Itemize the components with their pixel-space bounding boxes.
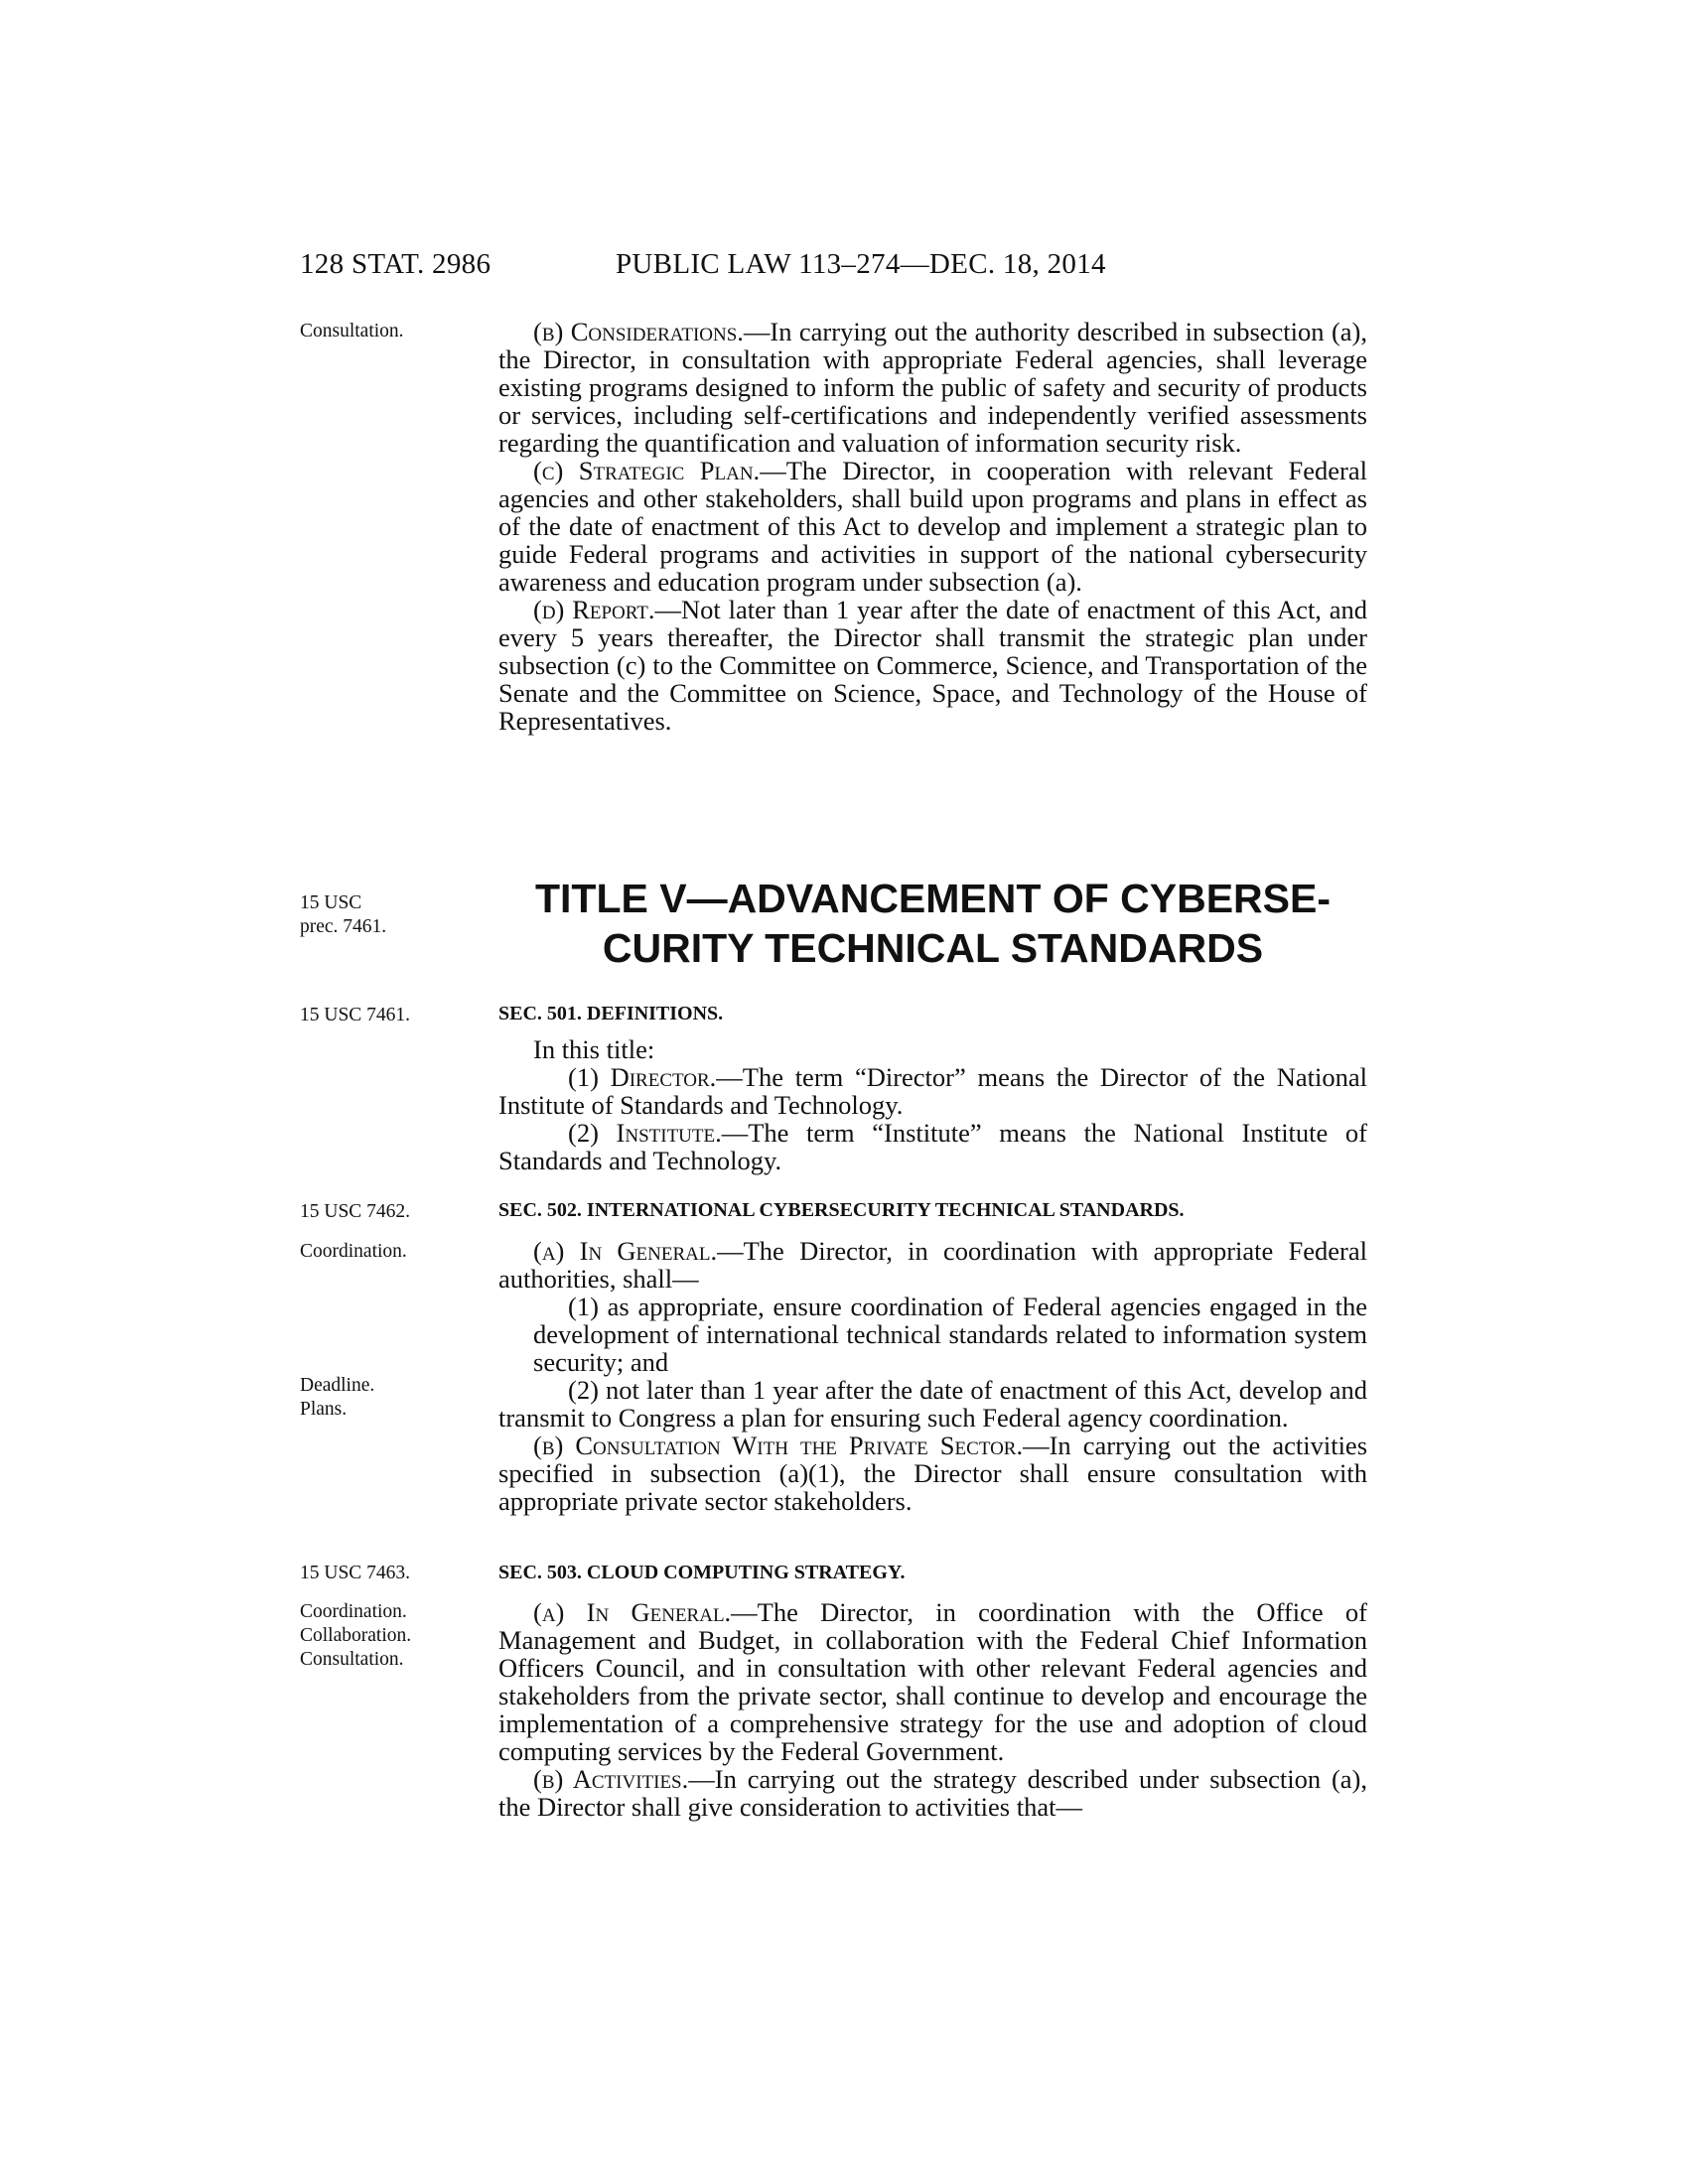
paragraph-text: —In carrying out the strategy described under subsection (a), the Director shall give consideration to activities that—	[498, 1764, 1367, 1822]
section-503-a	[498, 1598, 1367, 1765]
margin-note-line: Consultation.	[300, 1649, 404, 1670]
paragraph-heading: (b) Considerations.	[533, 317, 744, 346]
paragraph-text: —In carrying out the authority described in subsection (a), the Director, in consultation with appropriate Federal agencies, shall leverage existing programs designed to inform the public of safety and security of products or services, including self-certifications and independently verified assessments regarding the quantification and valuation of information security risk.	[498, 317, 1367, 458]
margin-note-usc-7461: 15 USC 7461.	[300, 1005, 411, 1025]
paragraph-heading: (d) Report.	[533, 595, 655, 624]
section-502-heading: SEC. 502. INTERNATIONAL CYBERSECURITY TECHNICAL STANDARDS.	[498, 1199, 1185, 1221]
margin-note-line: Deadline.	[300, 1375, 375, 1396]
paragraph-d-report	[498, 596, 1367, 735]
paragraph-heading: (2) Institute.	[568, 1118, 722, 1148]
running-header: PUBLIC LAW 113–274—DEC. 18, 2014	[616, 248, 1106, 280]
section-501-body	[498, 1035, 1367, 1174]
paragraph-text: —Not later than 1 year after the date of enactment of this Act, and every 5 years thereafter, the Director shall transmit the strategic plan under subsection (c) to the Committee on Commerce, Science, and Transportation of the Senate and the Committee on Science, Space, and Technology of the House of Representatives.	[498, 595, 1368, 736]
paragraph-c-strategic-plan	[498, 457, 1367, 596]
margin-note-line: Collaboration.	[300, 1625, 412, 1646]
section-continuation	[498, 318, 1367, 735]
section-502-body	[498, 1237, 1367, 1515]
margin-note-consultation: Consultation.	[300, 321, 404, 341]
margin-note-line: 15 USC	[300, 892, 362, 913]
margin-note-line: Coordination.	[300, 1601, 407, 1622]
paragraph-text: —The term “Institute” means the National Institute of Standards and Technology.	[498, 1118, 1367, 1175]
paragraph-heading: (c) Strategic Plan.	[533, 456, 761, 485]
page-stat-number: 128 STAT. 2986	[300, 248, 492, 280]
margin-note-usc-7463: 15 USC 7463.	[300, 1563, 411, 1583]
section-502-a1: (1) as appropriate, ensure coordination of Federal agencies engaged in the development of international technical standards related to information system security; and	[533, 1292, 1367, 1377]
margin-note-line: prec. 7461.	[300, 916, 387, 937]
margin-note-coord-collab-consult	[300, 1600, 449, 1672]
definition-institute	[498, 1119, 1367, 1174]
section-502-b	[498, 1432, 1367, 1515]
definition-director	[498, 1063, 1367, 1119]
section-502-a	[498, 1237, 1367, 1293]
paragraph-heading: (1) Director.	[568, 1062, 717, 1092]
margin-note-usc-7462: 15 USC 7462.	[300, 1201, 411, 1222]
section-503-body	[498, 1598, 1367, 1821]
section-501-heading: SEC. 501. DEFINITIONS.	[498, 1003, 724, 1024]
paragraph-heading: (b) Activities.	[533, 1764, 689, 1794]
margin-note-deadline-plans	[300, 1374, 449, 1422]
section-501-intro: In this title:	[533, 1034, 655, 1064]
paragraph-text: —The Director, in cooperation with relevant Federal agencies and other stakeholders, shall build upon programs and plans in effect as of the date of enactment of this Act to develop and implement a strategic plan to guide Federal programs and activities in support of the national cybersecurity awareness and education program under subsection (a).	[498, 456, 1367, 597]
paragraph-text: —The term “Director” means the Director of the National Institute of Standards and Technology.	[498, 1062, 1367, 1120]
paragraph-b-considerations	[498, 318, 1367, 457]
margin-note-usc-prec	[300, 891, 449, 939]
title-line-2: CURITY TECHNICAL STANDARDS	[602, 925, 1264, 971]
paragraph-text: —The Director, in coordination with appropriate Federal authorities, shall—	[498, 1236, 1367, 1294]
section-502-a2: (2) not later than 1 year after the date of enactment of this Act, develop and transmit to Congress a plan for ensuring such Federal agency coordination.	[498, 1375, 1367, 1433]
title-line-1: TITLE V—ADVANCEMENT OF CYBERSE-	[534, 876, 1332, 921]
paragraph-heading: (a) In General.	[533, 1236, 718, 1266]
paragraph-heading: (b) Consultation With the Private Sector.	[533, 1431, 1024, 1460]
margin-note-coordination: Coordination.	[300, 1241, 407, 1262]
section-503-b	[498, 1765, 1367, 1821]
section-503-heading: SEC. 503. CLOUD COMPUTING STRATEGY.	[498, 1562, 906, 1583]
paragraph-text: —In carrying out the activities specified in subsection (a)(1), the Director shall ensure consultation with appropriate private sector stakeholders.	[498, 1431, 1368, 1516]
paragraph-text: —The Director, in coordination with the Office of Management and Budget, in collaboration with the Federal Chief Information Officers Council, and in consultation with other relevant Federal agencies and stakeholders from the private sector, shall continue to develop and encourage the implementation of a comprehensive strategy for the use and adoption of cloud computing services by the Federal Government.	[498, 1597, 1367, 1766]
paragraph-heading: (a) In General.	[533, 1597, 732, 1627]
title-v-heading	[498, 874, 1367, 973]
margin-note-line: Plans.	[300, 1399, 348, 1420]
